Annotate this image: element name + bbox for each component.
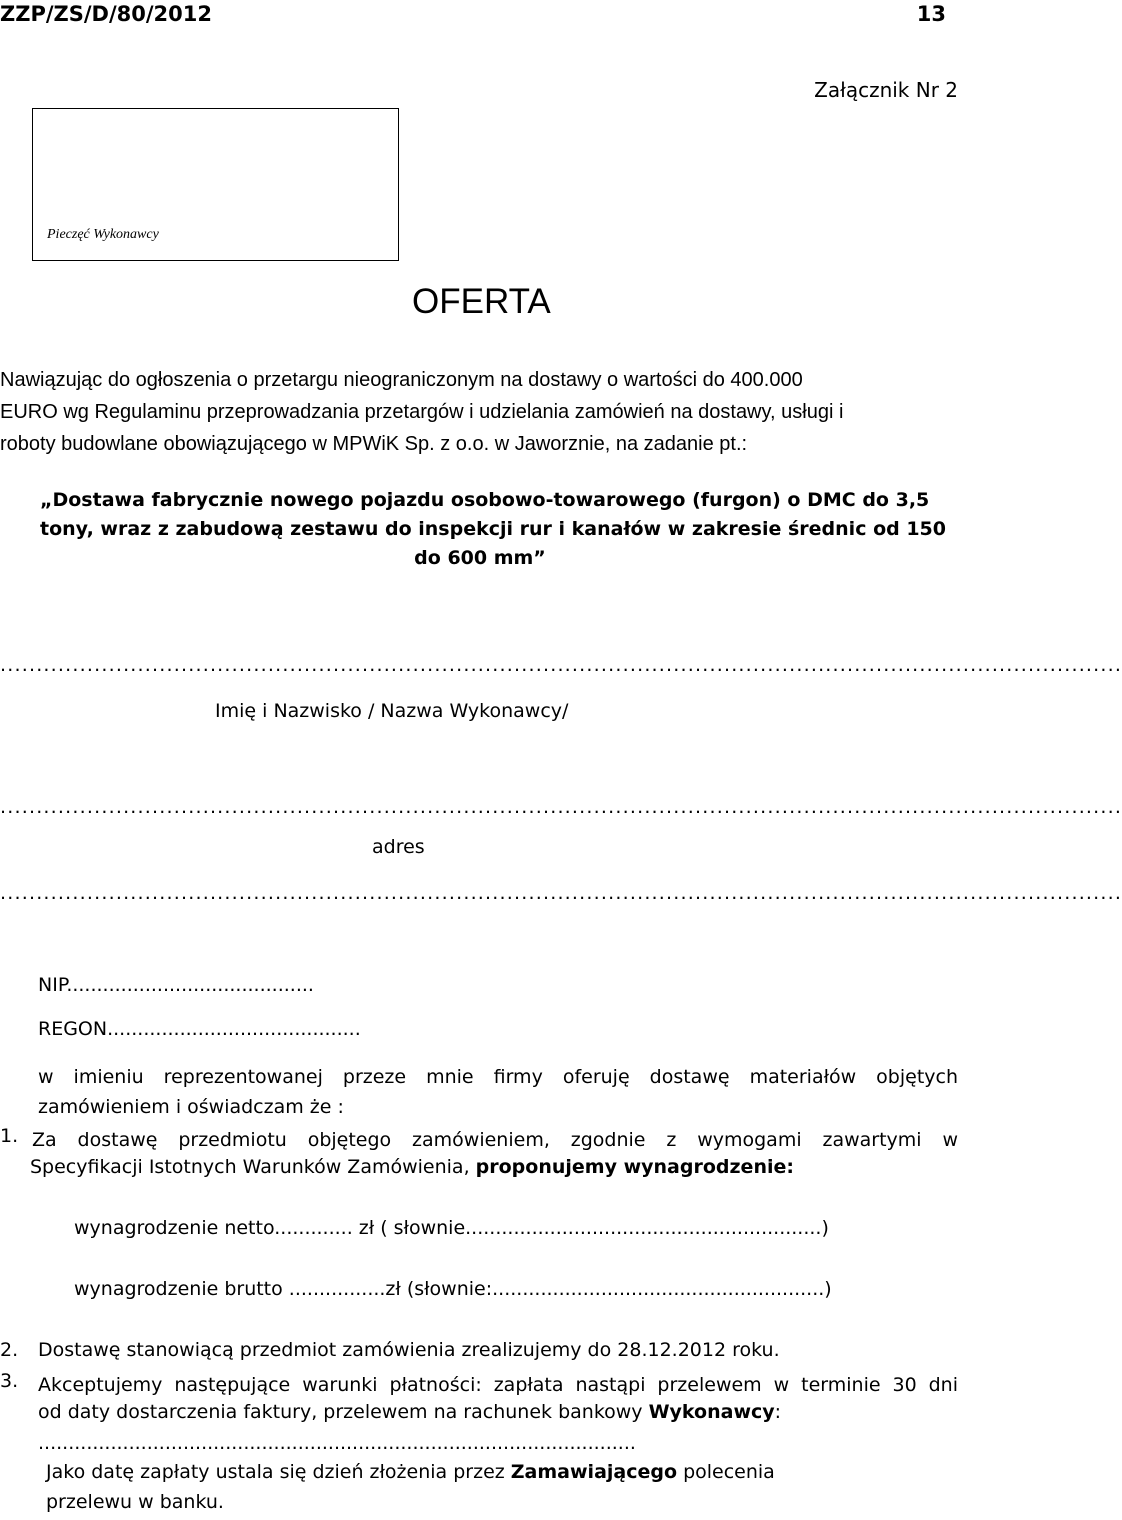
name-fill-line[interactable]: ...........................................................................................................................................................: [0, 654, 1122, 676]
nip-field[interactable]: NIP.........................................: [38, 974, 314, 996]
intro-line: roboty budowlane obowiązującego w MPWiK Sp. z o.o. w Jaworznie, na zadanie pt.:: [0, 433, 748, 455]
intro-line: EURO wg Regulaminu przeprowadzania przetargów i udzielania zamówień na dostawy, usługi i: [0, 401, 844, 423]
annex-label: Załącznik Nr 2: [814, 78, 958, 102]
name-field-label: Imię i Nazwisko / Nazwa Wykonawcy/: [215, 700, 569, 722]
item3-line5: przelewu w banku.: [46, 1491, 224, 1513]
item1-line2-text: Specyfikacji Istotnych Warunków Zamówienia,: [30, 1156, 476, 1178]
stamp-label: Pieczęć Wykonawcy: [47, 227, 159, 242]
page-title: OFERTA: [412, 282, 551, 321]
item3-line2: [38, 1401, 781, 1423]
intro-line: Nawiązując do ogłoszenia o przetargu nieograniczonym na dostawy o wartości do 400.000: [0, 369, 803, 391]
item2-text: Dostawę stanowiącą przedmiot zamówienia zrealizujemy do 28.12.2012 roku.: [38, 1339, 780, 1361]
item-number: 2.: [0, 1339, 19, 1361]
bank-account-fill-line[interactable]: ...................................................................................................: [38, 1432, 636, 1454]
net-remuneration-field[interactable]: wynagrodzenie netto............. zł ( słownie...........................................................): [74, 1217, 829, 1239]
item1-line2: [30, 1156, 794, 1178]
item3-orderer-bold: Zamawiającego: [510, 1461, 678, 1483]
item3-line4-end: polecenia: [677, 1461, 775, 1483]
regon-field[interactable]: REGON..........................................: [38, 1018, 361, 1040]
intro-paragraph: [0, 364, 958, 460]
item3-line: Akceptujemy następujące warunki płatności: zapłata nastąpi przelewem w terminie 30 dni: [38, 1374, 958, 1396]
item3-line4: [46, 1461, 775, 1483]
item-number: 3.: [0, 1370, 19, 1392]
contractor-stamp-box: [32, 108, 399, 261]
subject-line: do 600 mm”: [414, 547, 546, 569]
document-id: ZZP/ZS/D/80/2012: [0, 2, 212, 26]
subject-line: „Dostawa fabrycznie nowego pojazdu osobowo-towarowego (furgon) o DMC do 3,5: [40, 489, 930, 511]
item3-contractor-bold: Wykonawcy: [648, 1401, 775, 1423]
subject-line: tony, wraz z zabudową zestawu do inspekcji rur i kanałów w zakresie średnic od 150: [40, 518, 946, 540]
item3-line2-end: :: [774, 1401, 782, 1423]
gross-remuneration-field[interactable]: wynagrodzenie brutto ................zł (słownie:.......................................................): [74, 1278, 832, 1300]
address-fill-line-2[interactable]: ...........................................................................................................................................................: [0, 882, 1122, 904]
page-number: 13: [916, 2, 946, 26]
address-field-label: adres: [372, 836, 425, 858]
item1-line: Za dostawę przedmiotu objętego zamówieniem, zgodnie z wymogami zawartymi w: [32, 1129, 958, 1151]
item3-line2-text: od daty dostarczenia faktury, przelewem na rachunek bankowy: [38, 1401, 649, 1423]
representation-line: w imieniu reprezentowanej przeze mnie firmy oferuję dostawę materiałów objętych: [38, 1066, 958, 1088]
item-number: 1.: [0, 1125, 19, 1147]
tender-subject: [40, 486, 946, 573]
item1-remuneration-heading: proponujemy wynagrodzenie:: [475, 1156, 794, 1178]
address-fill-line[interactable]: ...........................................................................................................................................................: [0, 796, 1122, 818]
item3-line4-text: Jako datę zapłaty ustala się dzień złożenia przez: [46, 1461, 511, 1483]
representation-line: zamówieniem i oświadczam że :: [38, 1096, 344, 1118]
